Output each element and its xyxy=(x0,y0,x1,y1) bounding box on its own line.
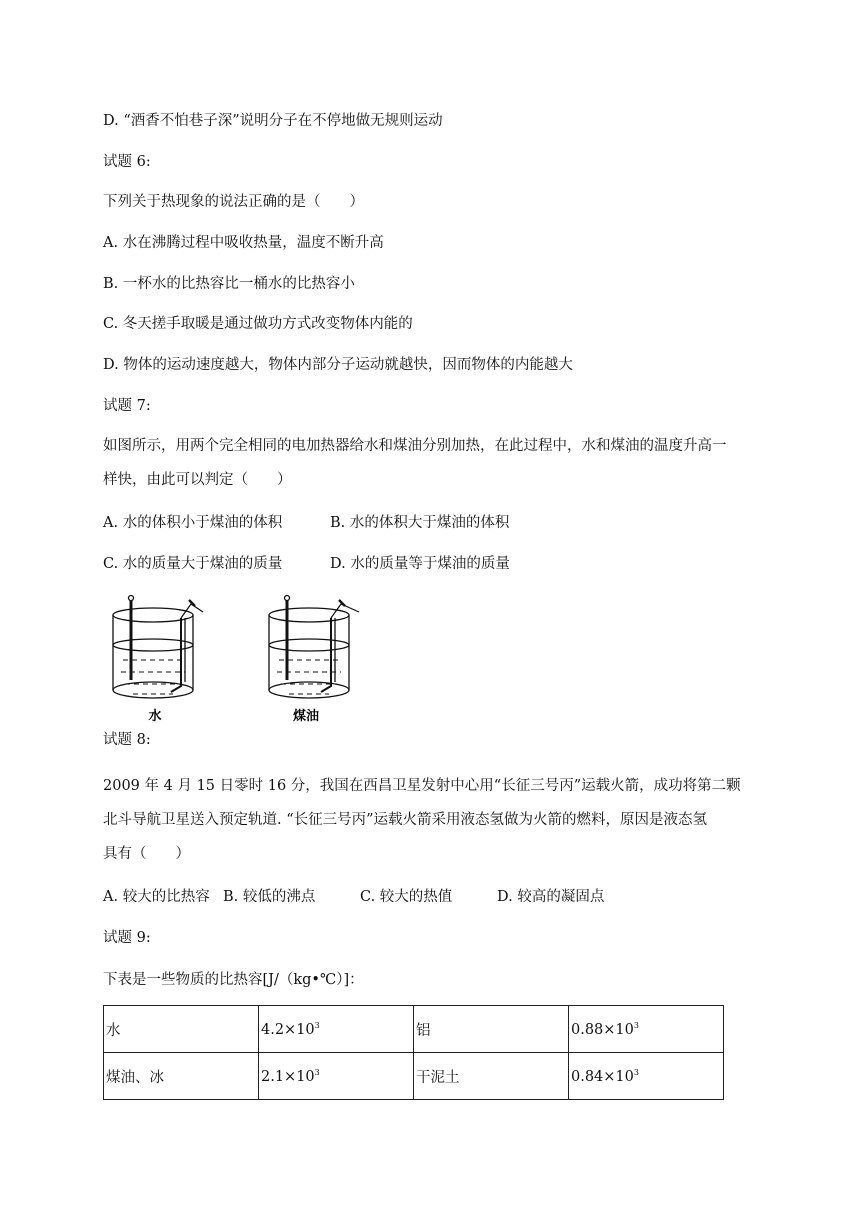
table-cell: $0.88\times 10^3$ xyxy=(569,1006,724,1053)
q6-option-c: C. 冬天搓手取暖是通过做功方式改变物体内能的 xyxy=(103,316,413,332)
q7-stem-line1: 如图所示，用两个完全相同的电加热器给水和煤油分别加热，在此过程中，水和煤油的温度升高一 xyxy=(103,438,727,454)
q7-option-d: D. 水的质量等于煤油的质量 xyxy=(330,556,510,572)
water-label: 水 xyxy=(148,709,162,724)
q8-option-d: D. 较高的凝固点 xyxy=(497,889,605,905)
specific-heat-table xyxy=(103,1005,724,1100)
table-cell: $0.84\times 10^3$ xyxy=(569,1053,724,1100)
kerosene-beaker xyxy=(269,596,359,699)
q7-option-b: B. 水的体积大于煤油的体积 xyxy=(330,515,510,531)
q8-option-b: B. 较低的沸点 xyxy=(223,889,316,905)
table-row xyxy=(104,1053,724,1100)
q7-label: 试题 7: xyxy=(103,398,151,414)
table-cell: $4.2\times 10^3$ xyxy=(259,1006,414,1053)
q8-label: 试题 8: xyxy=(103,732,151,748)
q6-option-a: A. 水在沸腾过程中吸收热量，温度不断升高 xyxy=(103,235,384,251)
table-row xyxy=(104,1006,724,1053)
table-cell: 煤油、冰 xyxy=(104,1053,259,1100)
q9-label: 试题 9: xyxy=(103,930,151,946)
q8-stem-line1: 2009 年 4 月 15 日零时 16 分，我国在西昌卫星发射中心用“长征三号丙”运载火箭，成功将第二颗 xyxy=(103,778,741,794)
q7-option-c: C. 水的质量大于煤油的质量 xyxy=(103,556,283,572)
q6-option-b: B. 一杯水的比热容比一桶水的比热容小 xyxy=(103,276,355,292)
q5-option-d: D. “酒香不怕巷子深”说明分子在不停地做无规则运动 xyxy=(103,113,443,129)
q9-stem: 下表是一些物质的比热容[J/（kg•℃）]： xyxy=(103,972,364,988)
water-beaker xyxy=(113,596,203,699)
q8-option-c: C. 较大的热值 xyxy=(360,889,453,905)
q7-option-a: A. 水的体积小于煤油的体积 xyxy=(103,515,283,531)
table-cell: 干泥土 xyxy=(414,1053,569,1100)
q6-stem: 下列关于热现象的说法正确的是（ ） xyxy=(103,194,364,210)
beakers-figure xyxy=(103,590,373,725)
q6-option-d: D. 物体的运动速度越大，物体内部分子运动就越快，因而物体的内能越大 xyxy=(103,357,573,373)
q8-option-a: A. 较大的比热容 xyxy=(103,889,210,905)
kerosene-label: 煤油 xyxy=(292,709,320,724)
q8-stem-line3: 具有（ ） xyxy=(103,846,190,862)
q8-stem-line2: 北斗导航卫星送入预定轨道. “长征三号丙”运载火箭采用液态氢做为火箭的燃料，原因是液态氢 xyxy=(103,812,708,828)
table-cell: $2.1\times 10^3$ xyxy=(259,1053,414,1100)
table-cell: 铝 xyxy=(414,1006,569,1053)
q6-label: 试题 6: xyxy=(103,154,151,170)
table-cell: 水 xyxy=(104,1006,259,1053)
q7-stem-line2: 样快，由此可以判定（ ） xyxy=(103,472,292,488)
